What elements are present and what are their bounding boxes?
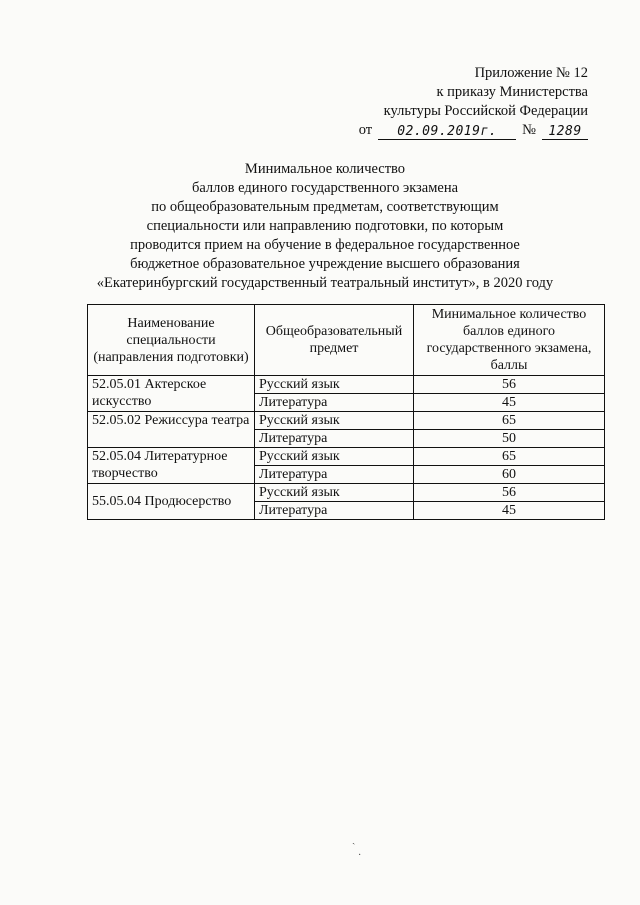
header-min-score: Минимальное количество баллов единого государственного экзамена, баллы (414, 305, 605, 376)
score-cell: 56 (414, 484, 605, 502)
header-subject: Общеобразовательный предмет (255, 305, 414, 376)
score-cell: 65 (414, 412, 605, 430)
title-line: Минимальное количество (244, 161, 406, 177)
subject-cell: Русский язык (255, 412, 414, 430)
title-line: специальности или направлению подготовки, по которым (146, 218, 504, 234)
specialty-cell: 52.05.01 Актерское искусство (88, 376, 255, 412)
appendix-ministry: культуры Российской Федерации (383, 103, 588, 119)
score-cell: 45 (414, 394, 605, 412)
subject-cell: Русский язык (255, 448, 414, 466)
score-cell: 45 (414, 502, 605, 520)
number-label: № (522, 122, 536, 138)
score-cell: 60 (414, 466, 605, 484)
scores-table (87, 304, 605, 520)
table-header-row (88, 305, 605, 376)
score-cell: 65 (414, 448, 605, 466)
title-line: по общеобразовательным предметам, соответствующим (151, 199, 499, 215)
table-row (88, 484, 605, 502)
subject-cell: Русский язык (255, 376, 414, 394)
speck: ˎ (352, 834, 356, 845)
appendix-date-number-line (338, 121, 588, 140)
appendix-order-ref: к приказу Министерства (436, 84, 588, 100)
document-title (60, 160, 590, 293)
appendix-number: Приложение № 12 (474, 65, 588, 81)
table-row (88, 376, 605, 394)
table-row (88, 412, 605, 430)
subject-cell: Русский язык (255, 484, 414, 502)
title-line: бюджетное образовательное учреждение высшего образования (130, 256, 520, 272)
subject-cell: Литература (255, 394, 414, 412)
header-specialty: Наименование специальности (направления подготовки) (88, 305, 255, 376)
title-line: баллов единого государственного экзамена (191, 180, 459, 196)
subject-cell: Литература (255, 430, 414, 448)
specialty-cell: 52.05.04 Литературное творчество (88, 448, 255, 484)
table-row (88, 448, 605, 466)
specialty-cell: 52.05.02 Режиссура театра (88, 412, 255, 448)
speck: · (358, 850, 362, 861)
appendix-header (338, 64, 588, 140)
from-label: от (358, 122, 373, 138)
handwritten-number: 1289 (542, 124, 588, 140)
subject-cell: Литература (255, 502, 414, 520)
title-line: проводится прием на обучение в федеральное государственное (130, 237, 520, 253)
score-cell: 50 (414, 430, 605, 448)
specialty-cell: 55.05.04 Продюсерство (88, 484, 255, 520)
subject-cell: Литература (255, 466, 414, 484)
handwritten-date: 02.09.2019г. (378, 124, 516, 140)
title-line: «Екатеринбургский государственный театральный институт», в 2020 году (96, 275, 554, 291)
score-cell: 56 (414, 376, 605, 394)
